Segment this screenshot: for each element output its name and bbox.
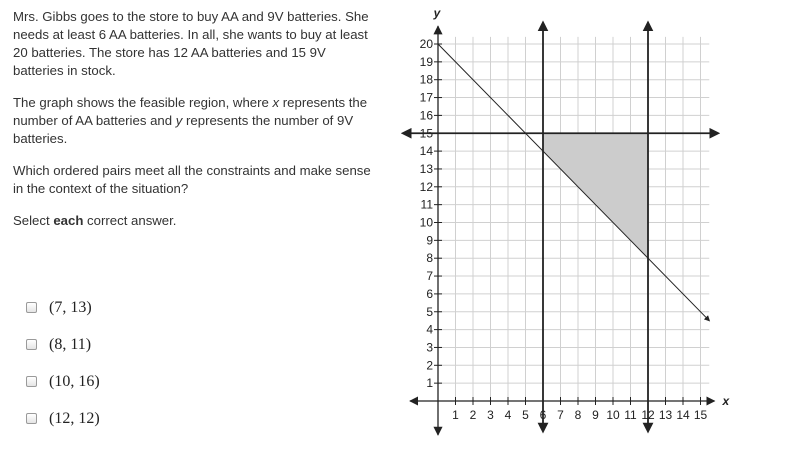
x-tick-label: 10 [606,408,620,422]
x-axis-label: x [722,394,730,408]
y-tick-label: 8 [426,251,433,266]
grid [438,37,709,401]
checkbox[interactable] [26,302,37,313]
checkbox[interactable] [26,413,37,424]
x-tick-label: 1 [452,408,459,422]
instruction: Select each correct answer. [13,213,177,228]
choice-1[interactable] [26,289,100,326]
y-tick-label: 1 [426,376,433,391]
checkbox[interactable] [26,339,37,350]
choice-label: (7, 13) [49,298,92,316]
y-tick-label: 15 [419,126,433,141]
y-tick-label: 18 [419,72,433,87]
x-tick-label: 11 [624,408,637,422]
choice-label: (10, 16) [49,372,100,390]
y-tick-label: 20 [419,37,433,51]
question-text [13,8,373,244]
graph-description: The graph shows the feasible region, where x represents the number of AA batteries and y represents the number of 9V batteries. [13,95,368,146]
choice-2[interactable] [26,326,100,363]
choice-label: (8, 11) [49,335,92,353]
x-tick-label: 12 [641,408,655,422]
tick-labels [420,6,731,422]
x-tick-label: 7 [557,408,564,422]
choice-4[interactable] [26,400,100,437]
y-tick-label: 3 [426,340,433,355]
x-tick-label: 4 [504,408,512,422]
y-tick-label: 13 [419,161,433,176]
y-tick-label: 7 [426,269,433,284]
y-tick-label: 4 [426,322,433,337]
y-tick-label: 19 [419,54,433,69]
y-tick-label: 14 [419,144,433,159]
x-tick-label: 14 [676,408,690,422]
x-tick-label: 13 [658,408,673,422]
y-axis-label: y [433,6,441,20]
line-x-plus-y-20 [438,44,709,321]
answer-choices [26,289,100,437]
x-tick-label: 9 [592,408,599,422]
y-tick-label: 17 [419,90,433,105]
y-tick-label: 5 [426,304,433,319]
y-tick-label: 9 [426,233,433,248]
y-tick-label: 2 [426,358,433,373]
x-tick-label: 3 [487,408,494,422]
y-tick-label: 12 [419,179,433,194]
y-tick-label: 11 [420,197,433,212]
y-tick-label: 6 [426,286,433,301]
problem-statement: Mrs. Gibbs goes to the store to buy AA and 9V batteries. She needs at least 6 AA batteries. In all, she wants to buy at least 20 batteries. The store has 12 AA batteries and 15 9V batteries in stock. [13,9,369,78]
y-tick-label: 16 [419,108,433,123]
question-prompt: Which ordered pairs meet all the constraints and make sense in the context of the situation? [13,163,371,196]
x-tick-label: 6 [539,408,547,422]
y-tick-label: 10 [419,215,433,230]
checkbox[interactable] [26,376,37,387]
choice-label: (12, 12) [49,409,100,427]
x-tick-label: 15 [693,408,708,422]
feasible-region-graph [398,0,758,450]
x-tick-label: 5 [522,408,529,422]
x-tick-label: 8 [574,408,582,422]
choice-3[interactable] [26,363,100,400]
x-tick-label: 2 [469,408,477,422]
